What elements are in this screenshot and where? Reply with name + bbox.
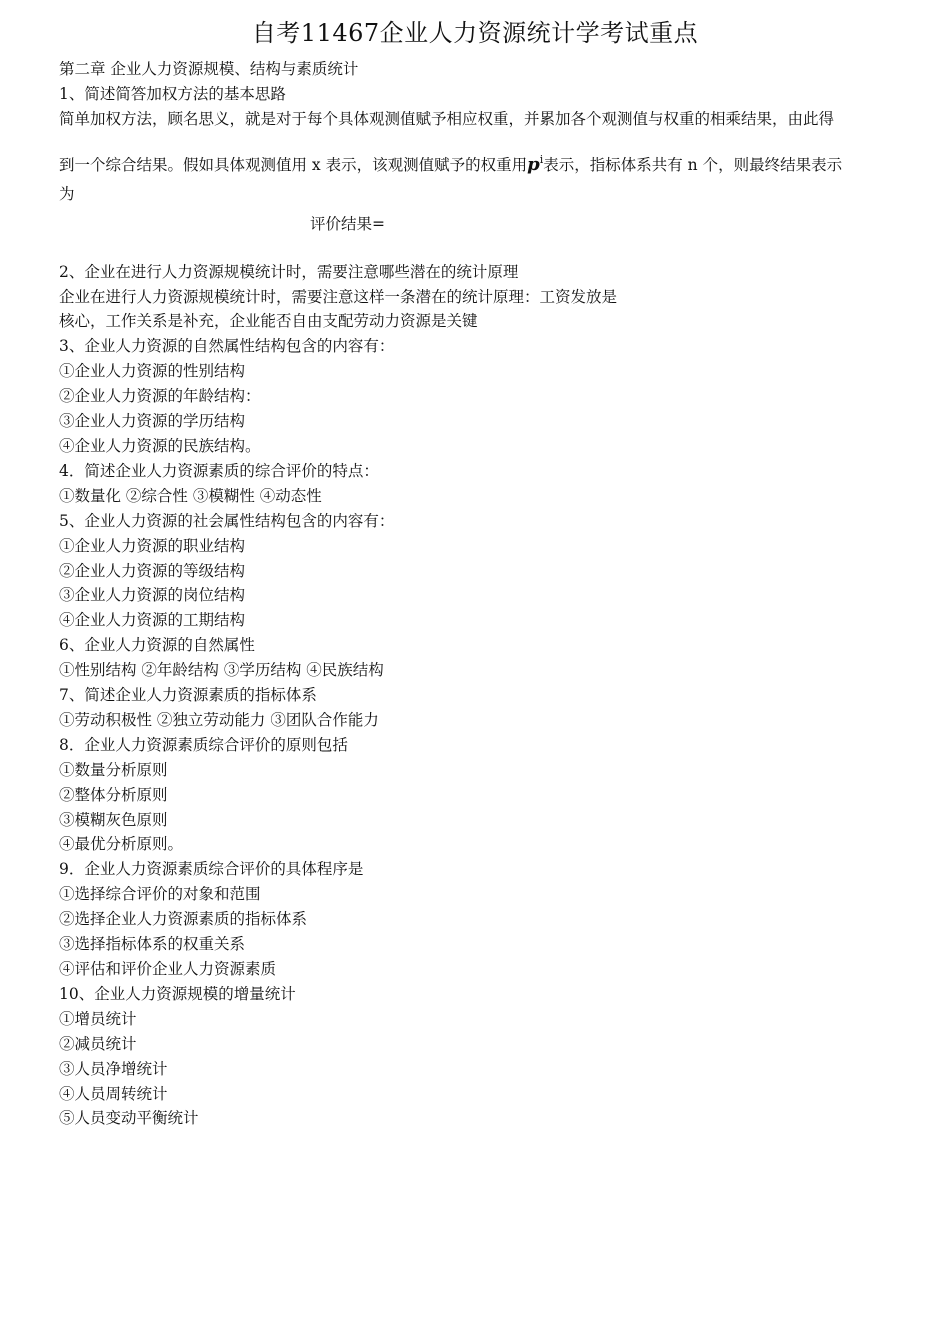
list-item: ①数量化 ②综合性 ③模糊性 ④动态性 (59, 486, 322, 505)
list-item: ②企业人力资源的等级结构 (59, 561, 246, 580)
list-item: ③模糊灰色原则 (59, 810, 168, 829)
list-item: ①性别结构 ②年龄结构 ③学历结构 ④民族结构 (59, 661, 384, 680)
list-item: ①增员统计 (59, 1009, 137, 1028)
q1-text-line2 (59, 145, 899, 180)
weight-subscript-i: i (539, 152, 544, 166)
list-item: ②整体分析原则 (59, 785, 168, 804)
q3-heading: 3、企业人力资源的自然属性结构包含的内容有： (59, 337, 395, 356)
list-item: ②企业人力资源的年龄结构： (59, 387, 261, 406)
list-item: ⑤人员变动平衡统计 (59, 1109, 199, 1128)
formula-label: 评价结果= (310, 214, 385, 233)
q6-heading: 6、企业人力资源的自然属性 (59, 636, 255, 655)
list-item: ③企业人力资源的学历结构 (59, 412, 246, 431)
q5-heading: 5、企业人力资源的社会属性结构包含的内容有： (59, 511, 395, 530)
q1-text-line2-start: 到一个综合结果。假如具体观测值用 x 表示，该观测值赋予的权重用 (59, 155, 528, 174)
list-item: ④评估和评价企业人力资源素质 (59, 960, 277, 978)
weight-symbol-p: p (527, 153, 540, 175)
list-item: ①劳动积极性 ②独立劳动能力 ③团队合作能力 (59, 710, 379, 729)
q1-heading: 1、简述简答加权方法的基本思路 (59, 84, 286, 103)
list-item: ④最优分析原则。 (59, 835, 184, 854)
document-title: 自考11467企业人力资源统计学考试重点 (251, 19, 699, 47)
list-item: ④人员周转统计 (59, 1084, 168, 1103)
list-item: ①数量分析原则 (59, 760, 168, 779)
list-item: ②减员统计 (59, 1034, 137, 1053)
q1-text-line3: 为 (59, 184, 75, 203)
chapter-heading: 第二章 企业人力资源规模、结构与素质统计 (59, 60, 359, 78)
q10-heading: 10、企业人力资源规模的增量统计 (59, 984, 296, 1003)
q1-text-line1: 简单加权方法，顾名思义，就是对于每个具体观测值赋予相应权重，并累加各个观测值与权重的相乘结果，由此得 (59, 109, 835, 128)
list-item: ①企业人力资源的性别结构 (59, 362, 246, 381)
q9-heading: 9．企业人力资源素质综合评价的具体程序是 (59, 860, 364, 879)
list-item: ①选择综合评价的对象和范围 (59, 885, 261, 904)
list-item: ②选择企业人力资源素质的指标体系 (59, 910, 308, 929)
document-body (59, 57, 899, 1131)
q2-heading: 2、企业在进行人力资源规模统计时，需要注意哪些潜在的统计原理 (59, 262, 519, 281)
list-item: ①企业人力资源的职业结构 (59, 536, 246, 555)
list-item: ③选择指标体系的权重关系 (59, 935, 246, 954)
q8-heading: 8．企业人力资源素质综合评价的原则包括 (59, 735, 348, 754)
q7-heading: 7、简述企业人力资源素质的指标体系 (59, 686, 317, 705)
list-item: ③企业人力资源的岗位结构 (59, 586, 246, 605)
q2-text-line1: 企业在进行人力资源规模统计时，需要注意这样一条潜在的统计原理：工资发放是 (59, 287, 618, 306)
q1-text-line2-end: 表示，指标体系共有 n 个，则最终结果表示 (543, 155, 843, 174)
list-item: ④企业人力资源的民族结构。 (59, 436, 261, 455)
q2-text-line2: 核心，工作关系是补充，企业能否自由支配劳动力资源是关键 (59, 312, 478, 331)
list-item: ④企业人力资源的工期结构 (59, 611, 246, 630)
list-item: ③人员净增统计 (59, 1059, 168, 1078)
q4-heading: 4．简述企业人力资源素质的综合评价的特点： (59, 461, 379, 480)
